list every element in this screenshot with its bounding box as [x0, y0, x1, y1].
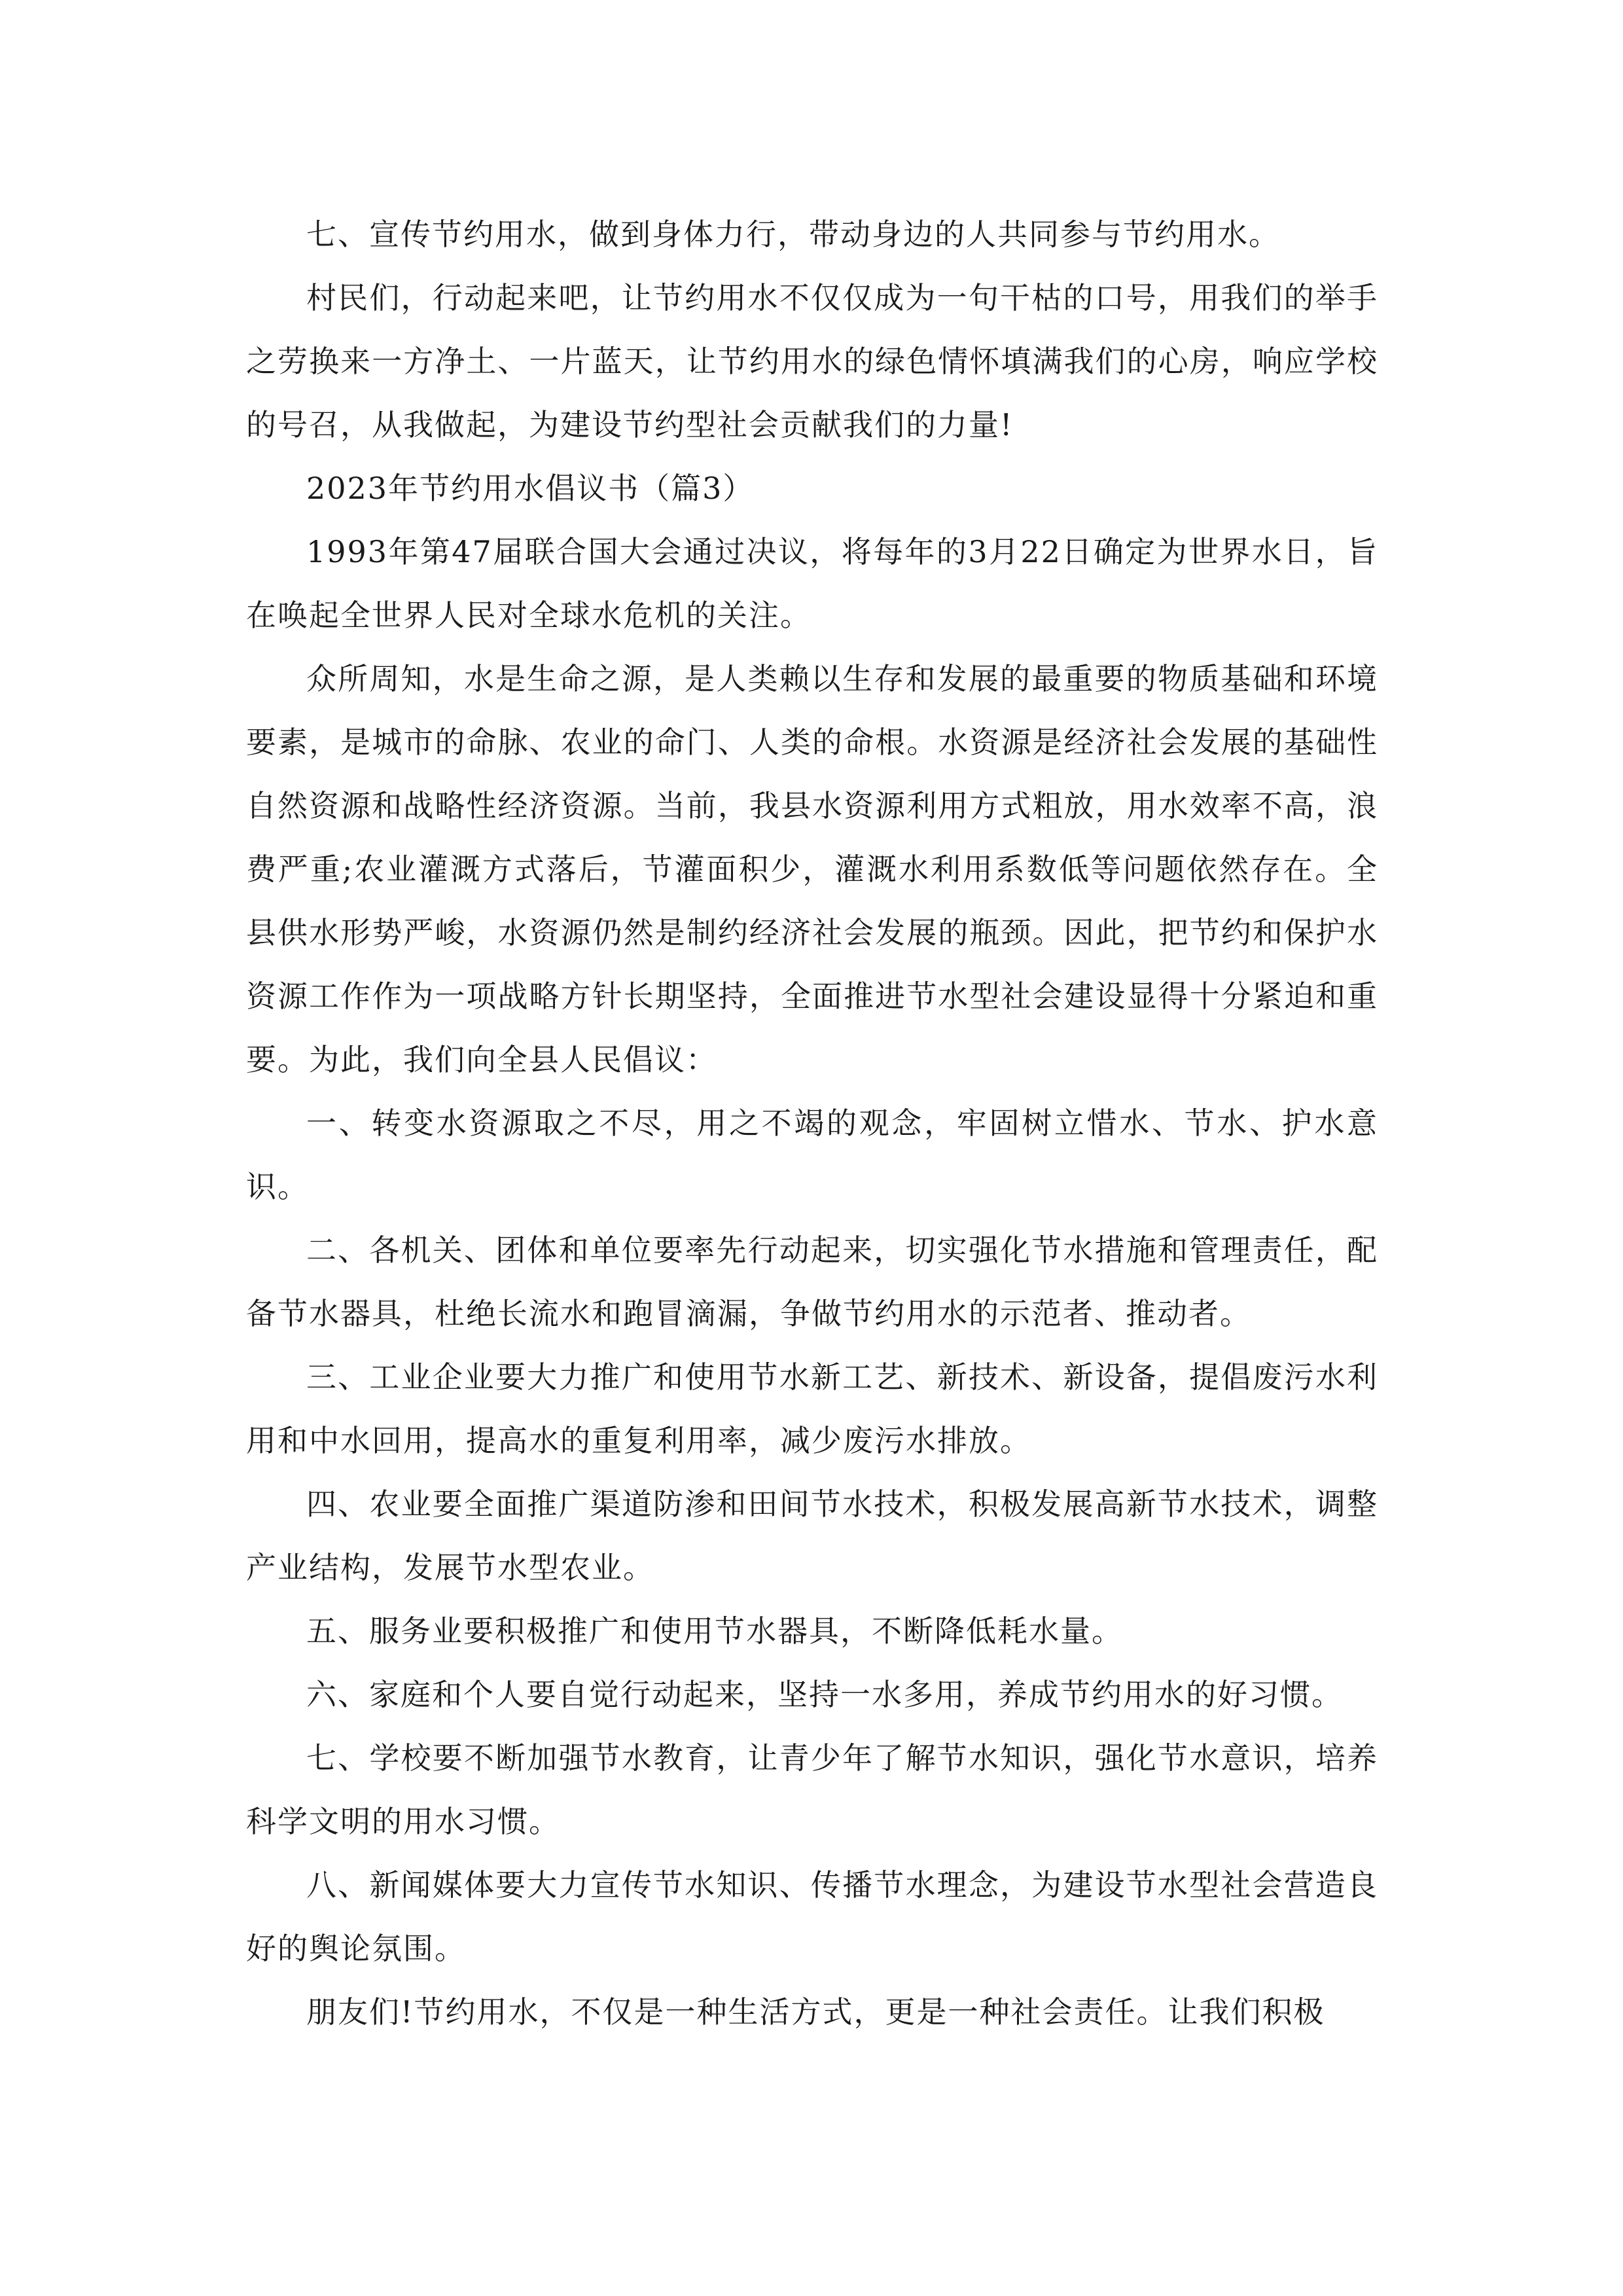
paragraph-1: 七、宣传节约用水，做到身体力行，带动身边的人共同参与节约用水。: [306, 217, 1280, 252]
paragraph-9: 五、服务业要积极推广和使用节水器具，不断降低耗水量。: [306, 1613, 1123, 1649]
paragraph-12: 八、新闻媒体要大力宣传节水知识、传播节水理念，为建设节水型社会营造良好的舆论氛围。: [246, 1867, 1378, 1966]
paragraph-4: 众所周知，水是生命之源，是人类赖以生存和发展的最重要的物质基础和环境要素，是城市的命脉、农业的命门、人类的命根。水资源是经济社会发展的基础性自然资源和战略性经济资源。当前，我县水资源利用方式粗放，用水效率不高，浪费严重;农业灌溉方式落后，节灌面积少，灌溉水利用系数低等问题依然存在。全县供水形势严峻，水资源仍然是制约经济社会发展的瓶颈。因此，把节约和保护水资源工作作为一项战略方针长期坚持，全面推进节水型社会建设显得十分紧迫和重要。为此，我们向全县人民倡议：: [246, 661, 1378, 1077]
paragraph-8: 四、农业要全面推广渠道防渗和田间节水技术，积极发展高新节水技术，调整产业结构，发展节水型农业。: [246, 1486, 1378, 1585]
paragraph-13: 朋友们!节约用水，不仅是一种生活方式，更是一种社会责任。让我们积极: [306, 1994, 1325, 2030]
section-heading: 2023年节约用水倡议书（篇3）: [306, 471, 755, 506]
paragraph-6: 二、各机关、团体和单位要率先行动起来，切实强化节水措施和管理责任，配备节水器具，杜绝长流水和跑冒滴漏，争做节约用水的示范者、推动者。: [246, 1232, 1378, 1331]
paragraph-3: 1993年第47届联合国大会通过决议，将每年的3月22日确定为世界水日，旨在唤起全世界人民对全球水危机的关注。: [246, 534, 1378, 633]
paragraph-7: 三、工业企业要大力推广和使用节水新工艺、新技术、新设备，提倡废污水利用和中水回用，提高水的重复利用率，减少废污水排放。: [246, 1359, 1378, 1458]
document-body: [246, 203, 1378, 2044]
paragraph-2: 村民们，行动起来吧，让节约用水不仅仅成为一句干枯的口号，用我们的举手之劳换来一方净土、一片蓝天，让节约用水的绿色情怀填满我们的心房，响应学校的号召，从我做起，为建设节约型社会贡献我们的力量!: [246, 280, 1378, 442]
paragraph-11: 七、学校要不断加强节水教育，让青少年了解节水知识，强化节水意识，培养科学文明的用水习惯。: [246, 1740, 1378, 1839]
paragraph-10: 六、家庭和个人要自觉行动起来，坚持一水多用，养成节约用水的好习惯。: [306, 1677, 1343, 1712]
paragraph-5: 一、转变水资源取之不尽，用之不竭的观念，牢固树立惜水、节水、护水意识。: [246, 1105, 1378, 1204]
